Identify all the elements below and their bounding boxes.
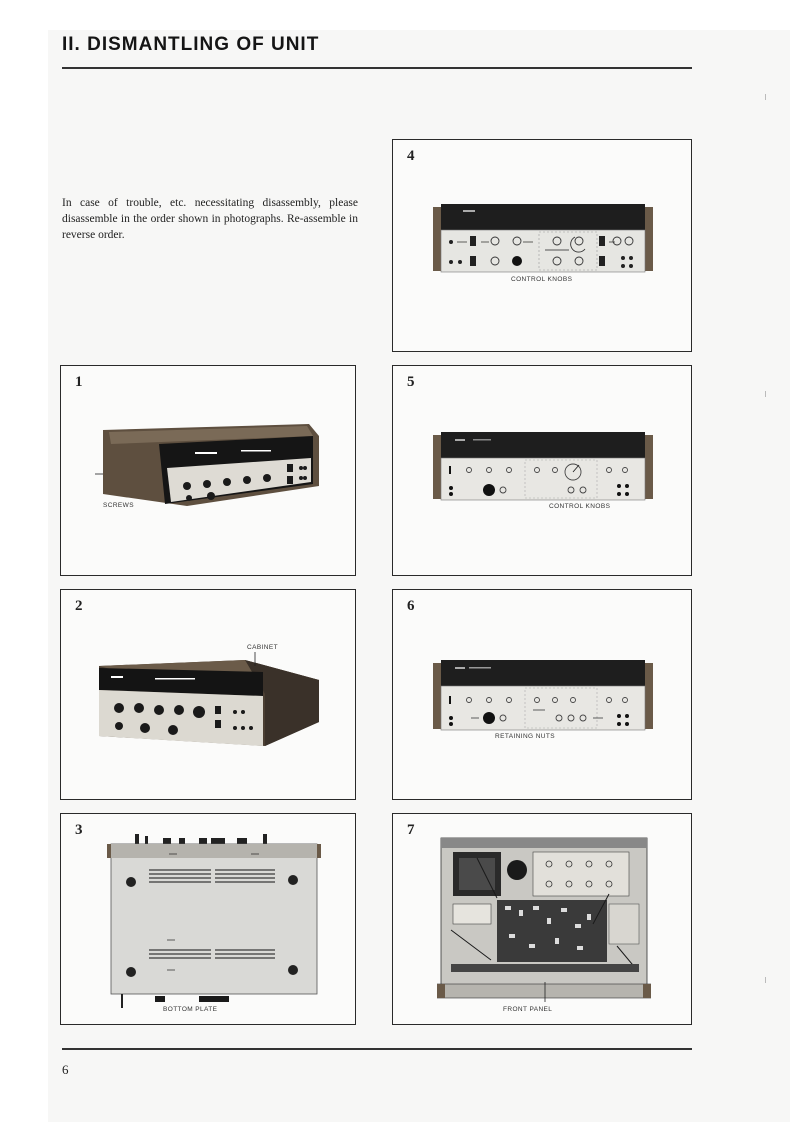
amplifier-front-photo [433, 204, 653, 280]
amplifier-front-photo [433, 432, 653, 504]
scan-mark [765, 977, 766, 983]
step-number: 4 [407, 148, 415, 164]
step-number: 6 [407, 598, 415, 614]
step-number: 7 [407, 822, 415, 838]
step-panel-3 [60, 813, 356, 1025]
step-number: 5 [407, 374, 415, 390]
amplifier-chassis-photo [437, 834, 651, 1002]
photo-caption: RETAINING NUTS [495, 733, 556, 740]
scan-mark [765, 391, 766, 397]
photo-caption: BOTTOM PLATE [163, 1006, 218, 1013]
step-panel-4 [392, 139, 692, 352]
scan-mark [765, 94, 766, 100]
footer-rule [62, 1048, 692, 1050]
page-title: II. DISMANTLING OF UNIT [62, 34, 320, 55]
amplifier-front-photo [433, 660, 653, 732]
amplifier-cabinet-photo [95, 652, 325, 750]
step-panel-7 [392, 813, 692, 1025]
header-rule [62, 67, 692, 69]
intro-paragraph: In case of trouble, etc. necessitating disassembly, please disassemble in the order shown in photographs. Re-assemble in reverse order. [62, 197, 358, 241]
photo-caption: CABINET [247, 644, 278, 651]
step-panel-6 [392, 589, 692, 800]
step-number: 3 [75, 822, 83, 838]
page-number: 6 [62, 1062, 69, 1077]
photo-caption: CONTROL KNOBS [549, 503, 611, 510]
step-number: 2 [75, 598, 83, 614]
amplifier-bottom-photo [107, 834, 321, 1010]
step-panel-5 [392, 365, 692, 576]
photo-caption: CONTROL KNOBS [511, 276, 573, 283]
step-panel-1 [60, 365, 356, 576]
photo-caption: FRONT PANEL [503, 1006, 553, 1013]
step-panel-2 [60, 589, 356, 800]
photo-caption: SCREWS [103, 502, 134, 509]
step-number: 1 [75, 374, 83, 390]
